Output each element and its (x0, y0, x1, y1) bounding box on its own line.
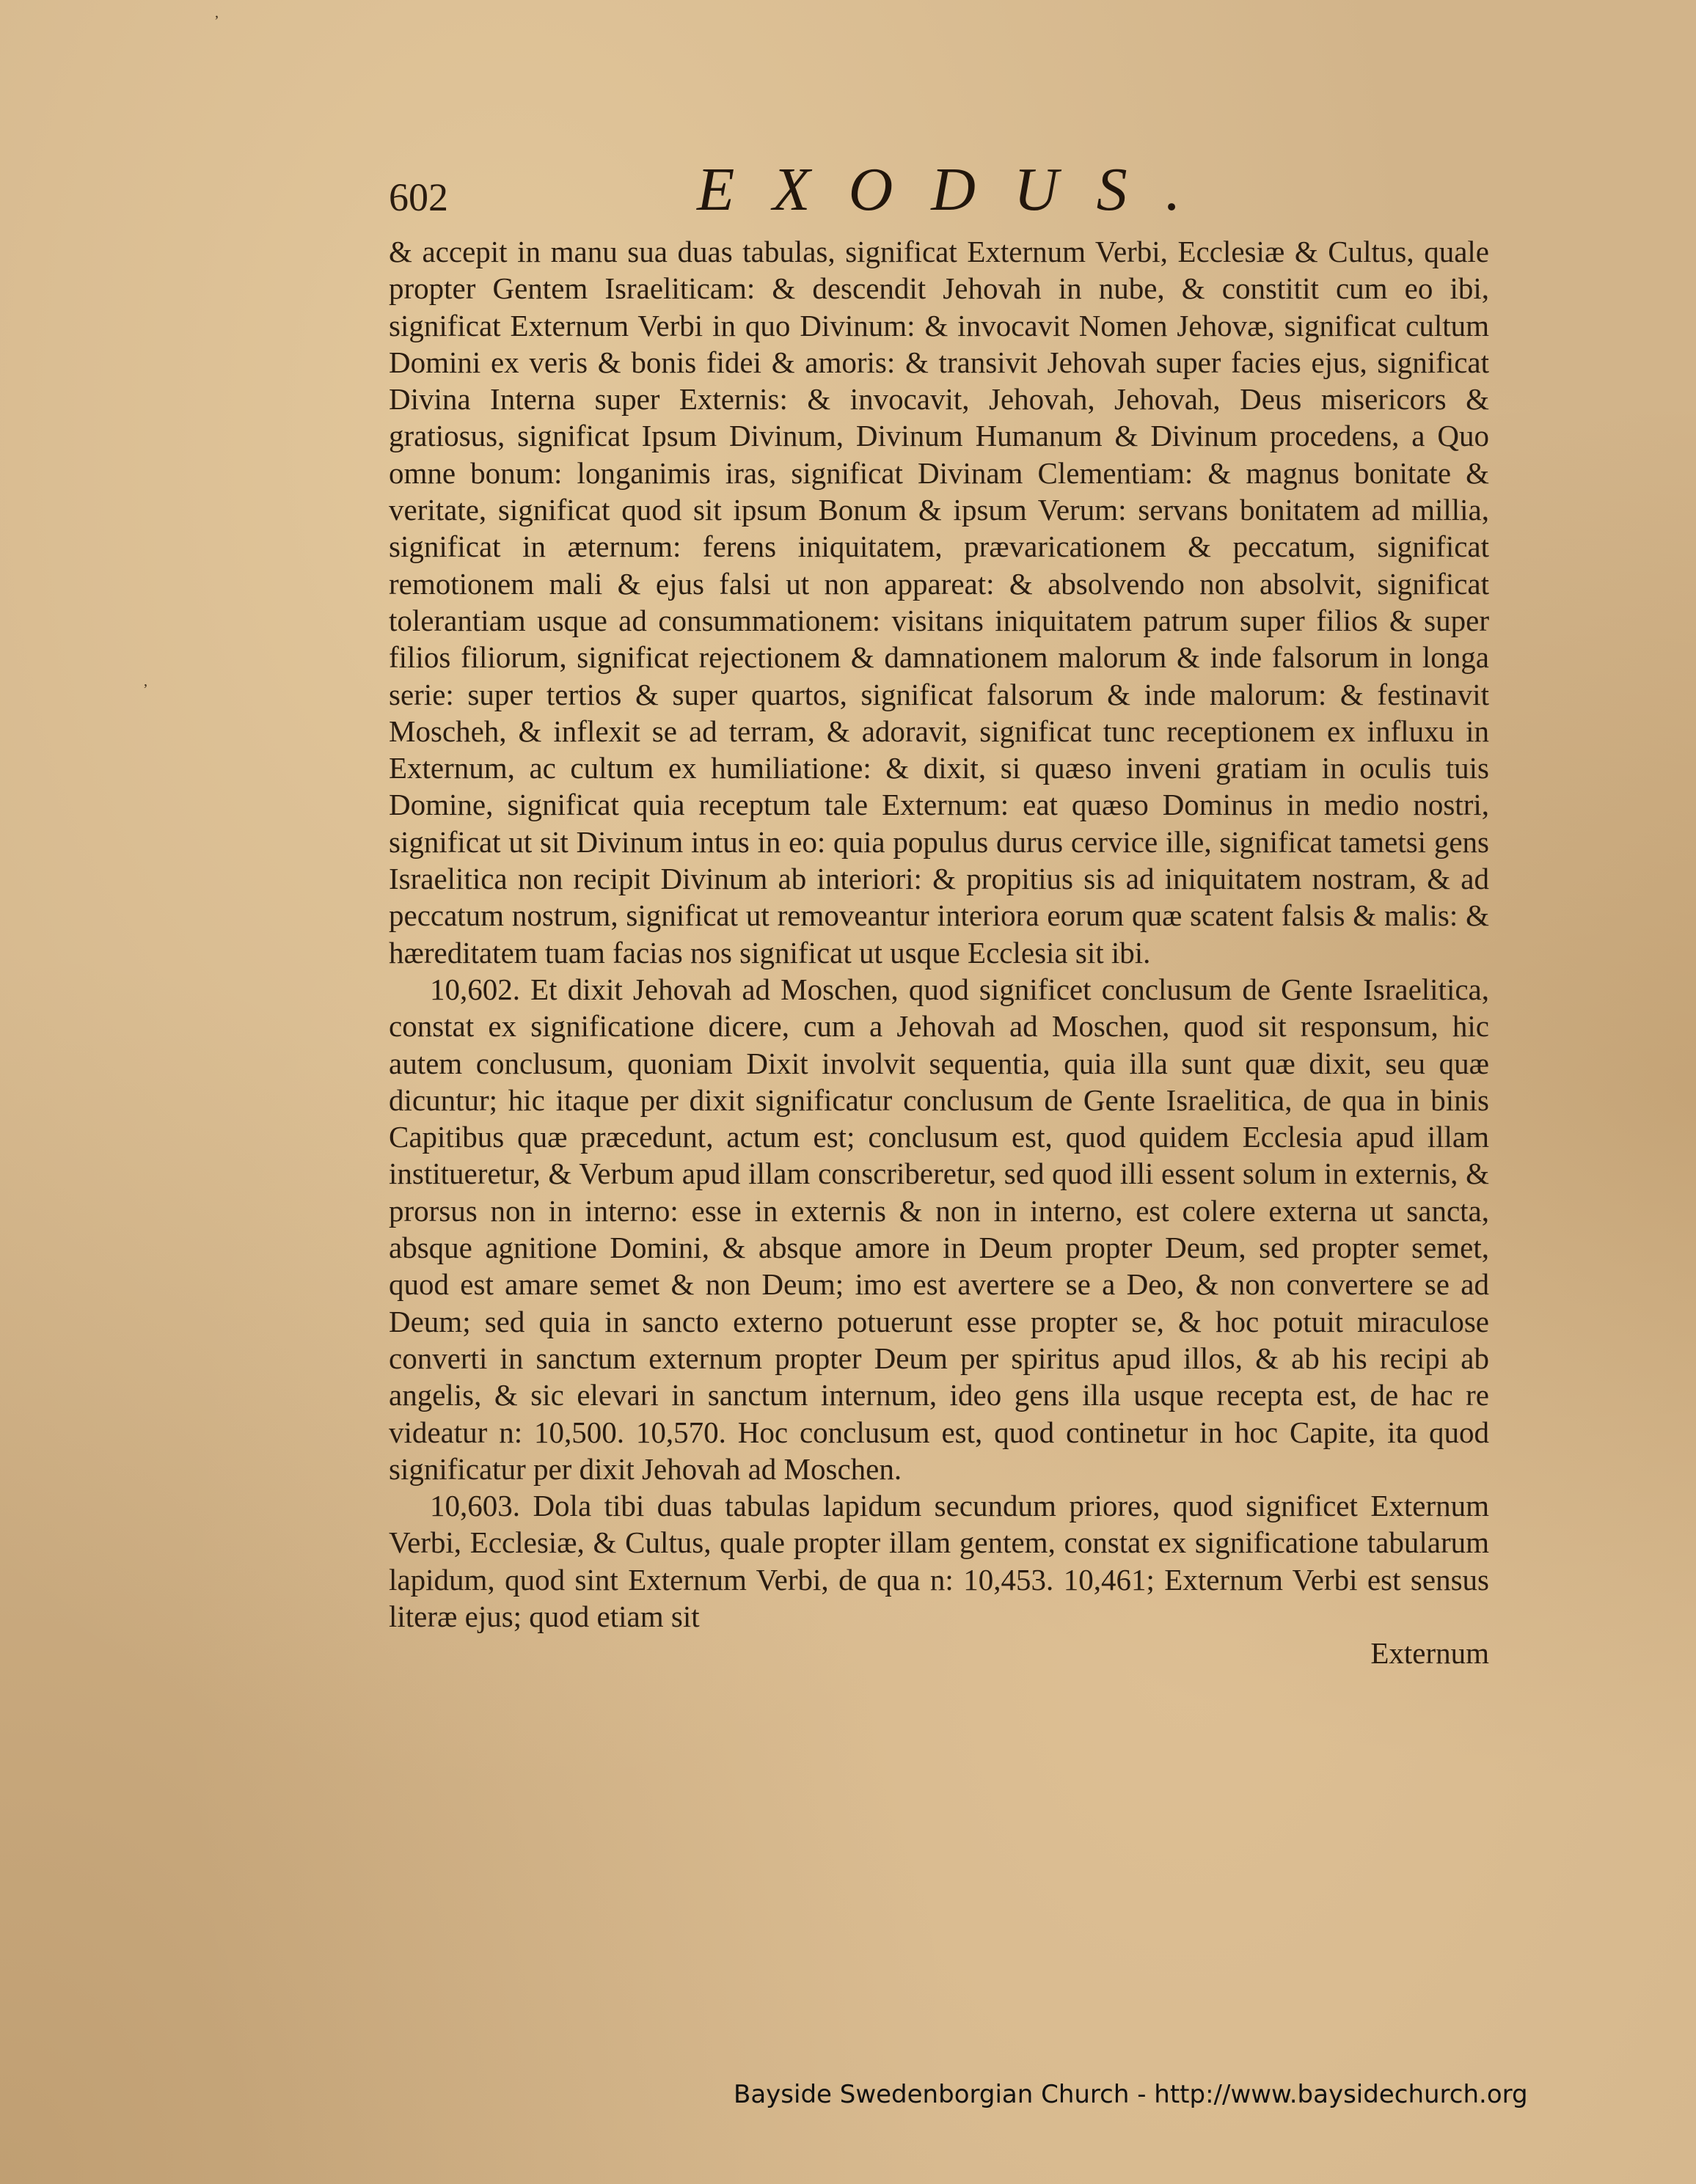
page-number: 602 (389, 175, 448, 219)
paragraph-10602: 10,602. Et dixit Jehovah ad Moschen, quod significet conclusum de Gente Israelitica, constat ex significatione dicere, cum a Jehovah ad Moschen, quod sit responsum, hic autem conclusum, quoniam Dixit involvit sequentia, quia illa sunt quæ dixit, seu quæ dicuntur; hic itaque per dixit significatur conclusum de Gente Israelitica, de qua in binis Capitibus quæ præcedunt, actum est; conclusum est, quod quidem Ecclesia apud illam institueretur, & Verbum apud illam conscriberetur, sed quod illi essent solum in externis, & prorsus non in interno: esse in externis & non in interno, est colere externa ut sancta, absque agnitione Domini, & absque amore in Deum propter Deum, sed propter semet, quod est amare semet & non Deum; imo est avertere se a Deo, & non convertere se ad Deum; sed quia in sancto externo potuerunt esse propter se, & hoc potuit miraculose converti in sanctum externum propter Deum per spiritus apud illos, & ab his recipi ab angelis, & sic elevari in sanctum internum, ideo gens illa usque recepta est, de hac re videatur n: 10,500. 10,570. Hoc conclusum est, quod continetur in hoc Capite, ita quod significatur per dixit Jehovah ad Moschen. (389, 972, 1489, 1486)
source-watermark: Bayside Swedenborgian Church - http://www.baysidechurch.org (734, 2080, 1528, 2109)
paper-fleck: , (144, 673, 147, 689)
paragraph-10603: 10,603. Dola tibi duas tabulas lapidum secundum priores, quod significet Externum Verbi, Ecclesiæ, & Cultus, quale propter illam gentem, constat ex significatione tabularum lapidum, quod sint Externum Verbi, de qua n: 10,453. 10,461; Externum Verbi est sensus literæ ejus; quod etiam sit (389, 1489, 1489, 1633)
page-title: EXODUS. (697, 155, 1219, 224)
paragraph-continuation: & accepit in manu sua duas tabulas, significat Externum Verbi, Ecclesiæ & Cultus, quale propter Gentem Israeliticam: & descendit Jehovah in nube, & constitit cum eo ibi, significat Externum Verbi in quo Divinum: & invocavit Nomen Jehovæ, significat cultum Domini ex veris & bonis fidei & amoris: & transivit Jehovah super facies ejus, significat Divina Interna super Externis: & invocavit, Jehovah, Jehovah, Deus misericors & gratiosus, significat Ipsum Divinum, Divinum Humanum & Divinum procedens, a Quo omne bonum: longanimis iras, significat Divinam Clementiam: & magnus bonitate & veritate, significat quod sit ipsum Bonum & ipsum Verum: servans bonitatem ad millia, significat in æternum: ferens iniquitatem, prævaricationem & peccatum, significat remotionem mali & ejus falsi ut non appareat: & absolvendo non absolvit, significat tolerantiam usque ad consummationem: visitans iniquitatem patrum super filios & super filios filiorum, significat rejectionem & damnationem malorum & inde falsorum in longa serie: super tertios & super quartos, significat falsorum & inde malorum: & festinavit Moscheh, & inflexit se ad terram, & adoravit, significat tunc receptionem ex influxu in Externum, ac cultum ex humiliatione: & dixit, si quæso inveni gratiam in oculis tuis Domine, significat quia receptum tale Externum: eat quæso Dominus in medio nostri, significat ut sit Divinum intus in eo: quia populus durus cervice ille, significat tametsi gens Israelitica non recipit Divinum ab interiori: & propitius sis ad iniquitatem nostram, & ad peccatum nostrum, significat ut removeantur interiora eorum quæ scatent falsis & malis: & hæreditatem tuam facias nos significat ut usque Ecclesia sit ibi. (389, 235, 1489, 970)
body-text (389, 233, 1489, 1672)
catchword: Externum (1370, 1636, 1489, 1671)
running-head (389, 154, 1489, 235)
paper-fleck: ʼ (214, 13, 219, 29)
